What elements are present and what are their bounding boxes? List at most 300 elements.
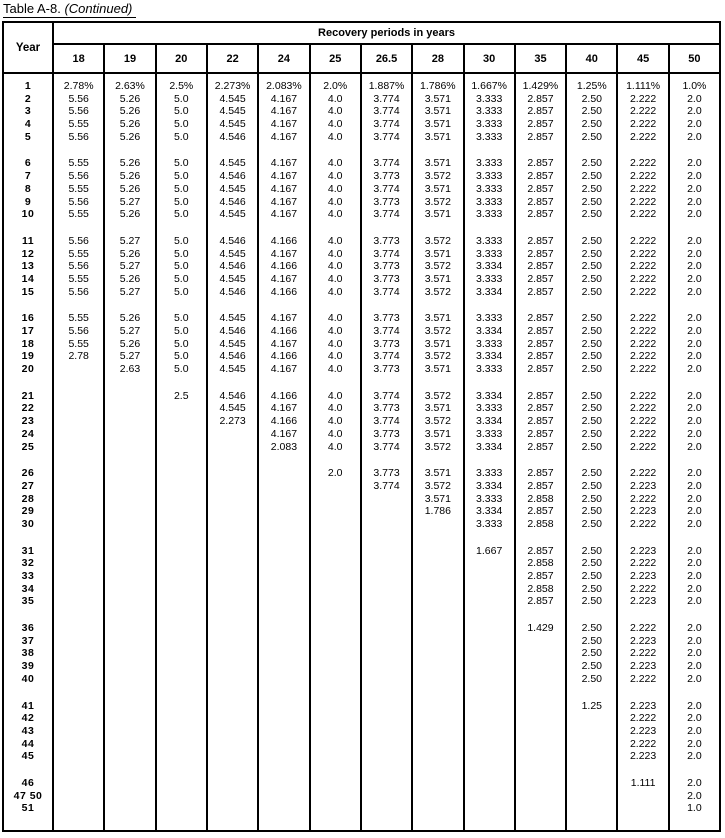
year-cell: 8: [4, 183, 54, 196]
value-cell: 2.50: [567, 545, 618, 558]
value-cell: [157, 453, 208, 467]
value-cell: 4.546: [208, 170, 259, 183]
value-cell: 2.222: [618, 338, 669, 351]
value-cell: 3.333: [465, 93, 516, 106]
value-cell: [208, 480, 259, 493]
value-cell: [618, 376, 669, 390]
value-cell: [465, 660, 516, 673]
value-cell: [413, 143, 464, 157]
value-cell: [208, 790, 259, 803]
value-cell: [311, 750, 362, 763]
year-cell: 17: [4, 325, 54, 338]
value-cell: [362, 557, 413, 570]
value-cell: 4.0: [311, 325, 362, 338]
value-cell: 2.858: [516, 583, 567, 596]
value-cell: [157, 221, 208, 235]
value-cell: 2.222: [618, 235, 669, 248]
value-cell: [362, 750, 413, 763]
year-cell: 32: [4, 557, 54, 570]
value-cell: 2.857: [516, 208, 567, 221]
value-cell: [259, 518, 310, 531]
value-cell: [311, 545, 362, 558]
value-cell: [157, 557, 208, 570]
value-cell: [105, 570, 156, 583]
year-cell: [4, 376, 54, 390]
value-cell: 2.50: [567, 93, 618, 106]
value-cell: 3.774: [362, 480, 413, 493]
value-cell: 2.857: [516, 248, 567, 261]
year-cell: 42: [4, 712, 54, 725]
value-cell: [362, 545, 413, 558]
period-column-header: 30: [465, 45, 516, 72]
value-cell: [157, 738, 208, 751]
value-cell: 2.63%: [105, 80, 156, 93]
year-cell: 47 50: [4, 790, 54, 803]
value-cell: 5.26: [105, 183, 156, 196]
value-cell: 1.429: [516, 622, 567, 635]
value-cell: 5.55: [54, 312, 105, 325]
value-cell: [311, 557, 362, 570]
value-cell: [362, 712, 413, 725]
table-row: [4, 595, 719, 608]
value-cell: [259, 635, 310, 648]
value-cell: 2.50: [567, 350, 618, 363]
value-cell: [54, 453, 105, 467]
value-cell: 1.667: [465, 545, 516, 558]
value-cell: [157, 467, 208, 480]
value-cell: 3.773: [362, 467, 413, 480]
value-cell: [105, 415, 156, 428]
value-cell: 4.167: [259, 105, 310, 118]
value-cell: 2.50: [567, 183, 618, 196]
value-cell: 2.0: [687, 544, 702, 557]
value-cell: [567, 298, 618, 312]
value-cell: 3.773: [362, 312, 413, 325]
value-cell: [567, 376, 618, 390]
value-cell: 4.546: [208, 350, 259, 363]
year-cell: 7: [4, 170, 54, 183]
value-cell: 2.222: [618, 441, 669, 454]
value-cell: 3.571: [413, 118, 464, 131]
value-cell: 2.222: [618, 208, 669, 221]
year-cell: 31: [4, 545, 54, 558]
value-cell: 3.334: [465, 260, 516, 273]
value-cell: [259, 802, 310, 815]
value-cell: 5.0: [157, 131, 208, 144]
table-row: [4, 325, 719, 338]
value-cell: [105, 608, 156, 622]
value-cell: 2.0: [687, 789, 702, 802]
value-cell: 2.222: [618, 557, 669, 570]
value-cell: 2.857: [516, 118, 567, 131]
value-cell: 2.857: [516, 402, 567, 415]
value-cell: [362, 815, 413, 830]
value-cell: [54, 673, 105, 686]
value-cell: 4.545: [208, 118, 259, 131]
value-cell: 2.0: [687, 285, 702, 298]
value-cell: [105, 557, 156, 570]
value-cell: 3.571: [413, 93, 464, 106]
value-cell: 4.546: [208, 196, 259, 209]
value-cell: [516, 763, 567, 777]
value-cell: 4.167: [259, 312, 310, 325]
value-cell: [259, 583, 310, 596]
value-cell: [413, 583, 464, 596]
period-column-header: 40: [567, 45, 618, 72]
value-cell: 3.334: [465, 415, 516, 428]
value-cell: [105, 700, 156, 713]
value-cell: 5.55: [54, 338, 105, 351]
value-cell: 5.26: [105, 273, 156, 286]
year-cell: [4, 221, 54, 235]
value-cell: [465, 583, 516, 596]
value-cell: 2.0: [687, 105, 702, 118]
value-cell: 2.0: [687, 260, 702, 273]
value-cell: 4.545: [208, 363, 259, 376]
value-cell: [54, 545, 105, 558]
value-cell: 3.571: [413, 183, 464, 196]
value-cell: [208, 376, 259, 390]
value-cell: 3.571: [413, 493, 464, 506]
value-cell: 5.55: [54, 183, 105, 196]
value-cell: [618, 802, 669, 815]
value-cell: 2.50: [567, 415, 618, 428]
group-gap-row: [4, 221, 719, 235]
value-cell: [54, 467, 105, 480]
value-cell: 4.167: [259, 402, 310, 415]
value-cell: 5.55: [54, 118, 105, 131]
value-cell: 3.333: [465, 338, 516, 351]
value-cell: [465, 376, 516, 390]
value-cell: 4.166: [259, 286, 310, 299]
value-cell: 2.222: [618, 402, 669, 415]
value-cell: 2.50: [567, 196, 618, 209]
value-cell: 5.56: [54, 235, 105, 248]
year-cell: [4, 143, 54, 157]
group-gap-row: [4, 531, 719, 545]
value-cell: 2.083%: [259, 80, 310, 93]
value-cell: [362, 505, 413, 518]
value-cell: 2.222: [618, 493, 669, 506]
value-cell: [157, 622, 208, 635]
value-cell: 4.545: [208, 248, 259, 261]
value-cell: [259, 595, 310, 608]
value-cell: 2.857: [516, 93, 567, 106]
period-column-header: 20: [157, 45, 208, 72]
value-cell: [54, 583, 105, 596]
value-cell: 4.167: [259, 196, 310, 209]
value-cell: [105, 738, 156, 751]
value-cell: 2.0: [687, 157, 702, 170]
table-row: [4, 80, 719, 93]
value-cell: [465, 531, 516, 545]
value-cell: 4.0: [311, 183, 362, 196]
year-cell: 29: [4, 505, 54, 518]
value-cell: 3.774: [362, 441, 413, 454]
value-cell: [516, 298, 567, 312]
value-cell: 5.56: [54, 260, 105, 273]
value-cell: [259, 557, 310, 570]
value-cell: 5.0: [157, 273, 208, 286]
value-cell: [413, 815, 464, 830]
value-cell: 2.858: [516, 557, 567, 570]
value-cell: [362, 763, 413, 777]
value-cell: 3.571: [413, 208, 464, 221]
table-title-continued: (Continued): [64, 1, 133, 16]
year-column-header: Year: [4, 23, 54, 72]
value-cell: [465, 647, 516, 660]
value-cell: 4.167: [259, 208, 310, 221]
value-cell: 2.0: [687, 505, 702, 518]
period-column-header: 24: [259, 45, 310, 72]
value-cell: [567, 221, 618, 235]
value-cell: 5.0: [157, 170, 208, 183]
value-cell: 2.857: [516, 273, 567, 286]
value-cell: [54, 738, 105, 751]
value-cell: [516, 815, 567, 830]
value-cell: 3.333: [465, 312, 516, 325]
value-cell: 2.50: [567, 673, 618, 686]
value-cell: 2.222: [618, 325, 669, 338]
value-cell: 4.166: [259, 350, 310, 363]
value-cell: 3.333: [465, 518, 516, 531]
value-cell: [413, 570, 464, 583]
value-cell: 2.223: [618, 570, 669, 583]
value-cell: [413, 712, 464, 725]
value-cell: [362, 143, 413, 157]
value-cell: 2.0: [687, 312, 702, 325]
value-cell: 5.27: [105, 196, 156, 209]
value-cell: [618, 453, 669, 467]
value-cell: 5.0: [157, 338, 208, 351]
value-cell: [567, 738, 618, 751]
value-cell: [362, 570, 413, 583]
value-cell: [567, 712, 618, 725]
year-cell: [4, 608, 54, 622]
value-cell: [157, 428, 208, 441]
value-cell: [157, 712, 208, 725]
value-cell: [311, 376, 362, 390]
table-row: [4, 402, 719, 415]
value-cell: 3.333: [465, 467, 516, 480]
value-cell: 2.857: [516, 570, 567, 583]
value-cell: 4.545: [208, 183, 259, 196]
value-cell: [413, 453, 464, 467]
table-row: [4, 583, 719, 596]
value-cell: 3.571: [413, 248, 464, 261]
value-cell: [105, 686, 156, 700]
year-cell: 30: [4, 518, 54, 531]
year-cell: [4, 763, 54, 777]
value-cell: [54, 518, 105, 531]
value-cell: 2.858: [516, 518, 567, 531]
value-cell: 2.0: [687, 595, 702, 608]
value-cell: [465, 763, 516, 777]
table-row: [4, 248, 719, 261]
value-cell: [413, 673, 464, 686]
value-cell: [208, 622, 259, 635]
value-cell: [208, 635, 259, 648]
value-cell: [413, 608, 464, 622]
value-cell: 2.222: [618, 248, 669, 261]
year-cell: [4, 815, 54, 830]
year-cell: [4, 298, 54, 312]
value-cell: 5.26: [105, 131, 156, 144]
value-cell: 2.0: [687, 492, 702, 505]
year-cell: 23: [4, 415, 54, 428]
value-cell: 2.0: [687, 724, 702, 737]
year-cell: 27: [4, 480, 54, 493]
value-cell: 1.25%: [567, 80, 618, 93]
table-row: [4, 777, 719, 790]
value-cell: [465, 673, 516, 686]
value-cell: 2.50: [567, 647, 618, 660]
value-cell: 2.50: [567, 441, 618, 454]
value-cell: 3.333: [465, 170, 516, 183]
value-cell: [465, 557, 516, 570]
value-cell: 3.572: [413, 390, 464, 403]
header-right: [54, 23, 719, 72]
table-row: [4, 622, 719, 635]
value-cell: 5.0: [157, 350, 208, 363]
value-cell: 5.56: [54, 196, 105, 209]
value-cell: [259, 480, 310, 493]
value-cell: [54, 557, 105, 570]
value-cell: 2.50: [567, 105, 618, 118]
value-cell: [105, 376, 156, 390]
value-cell: [413, 622, 464, 635]
value-cell: 2.857: [516, 183, 567, 196]
value-cell: 3.773: [362, 196, 413, 209]
value-cell: [362, 725, 413, 738]
table-row: [4, 157, 719, 170]
value-cell: [516, 673, 567, 686]
value-cell: 4.546: [208, 260, 259, 273]
value-cell: [362, 777, 413, 790]
value-cell: 3.774: [362, 286, 413, 299]
value-cell: 3.571: [413, 157, 464, 170]
table-row: [4, 493, 719, 506]
value-cell: 5.0: [157, 105, 208, 118]
value-cell: [670, 453, 719, 467]
year-cell: 36: [4, 622, 54, 635]
value-cell: [259, 660, 310, 673]
value-cell: [157, 763, 208, 777]
value-cell: 5.26: [105, 208, 156, 221]
value-cell: [157, 505, 208, 518]
value-cell: [311, 622, 362, 635]
value-cell: 4.0: [311, 93, 362, 106]
value-cell: [259, 700, 310, 713]
value-cell: [311, 647, 362, 660]
value-cell: [516, 686, 567, 700]
value-cell: 1.111%: [618, 80, 669, 93]
value-cell: 5.27: [105, 260, 156, 273]
value-cell: [208, 660, 259, 673]
value-cell: 2.0: [687, 557, 702, 570]
value-cell: [208, 725, 259, 738]
value-cell: [208, 712, 259, 725]
value-cell: [105, 595, 156, 608]
value-cell: 2.50: [567, 622, 618, 635]
value-cell: 4.167: [259, 131, 310, 144]
value-cell: 5.0: [157, 208, 208, 221]
value-cell: 4.167: [259, 363, 310, 376]
value-cell: 5.26: [105, 170, 156, 183]
value-cell: [413, 518, 464, 531]
value-cell: 1.887%: [362, 80, 413, 93]
value-cell: [567, 763, 618, 777]
value-cell: 2.50: [567, 595, 618, 608]
value-cell: 4.0: [311, 196, 362, 209]
value-cell: [413, 802, 464, 815]
value-cell: 2.857: [516, 350, 567, 363]
value-cell: 4.545: [208, 338, 259, 351]
value-cell: 2.0: [687, 672, 702, 685]
value-cell: [311, 583, 362, 596]
value-cell: 2.857: [516, 131, 567, 144]
value-cell: 4.0: [311, 248, 362, 261]
value-cell: 3.572: [413, 441, 464, 454]
value-cell: 4.0: [311, 441, 362, 454]
value-cell: [259, 505, 310, 518]
value-cell: [413, 531, 464, 545]
value-cell: 2.0: [687, 776, 702, 789]
period-column-header: 28: [413, 45, 464, 72]
value-cell: 2.083: [259, 441, 310, 454]
value-cell: 3.773: [362, 260, 413, 273]
value-cell: [105, 622, 156, 635]
year-cell: 19: [4, 350, 54, 363]
table-title: [3, 1, 136, 18]
value-cell: 2.50: [567, 505, 618, 518]
value-cell: 2.0: [687, 234, 702, 247]
value-cell: 3.333: [465, 428, 516, 441]
value-cell: [259, 570, 310, 583]
value-cell: [413, 750, 464, 763]
value-cell: [54, 505, 105, 518]
value-cell: [157, 570, 208, 583]
value-cell: [311, 686, 362, 700]
period-column-header: 19: [105, 45, 156, 72]
value-cell: [465, 725, 516, 738]
value-cell: 2.222: [618, 196, 669, 209]
year-cell: 38: [4, 647, 54, 660]
value-cell: [54, 221, 105, 235]
value-cell: 3.333: [465, 208, 516, 221]
value-cell: 2.50: [567, 390, 618, 403]
table-row: [4, 635, 719, 648]
value-cell: 2.0: [687, 118, 702, 131]
value-cell: [311, 673, 362, 686]
value-cell: [567, 815, 618, 830]
value-cell: 5.26: [105, 118, 156, 131]
year-cell: [4, 686, 54, 700]
value-cell: [105, 725, 156, 738]
value-cell: [157, 686, 208, 700]
value-cell: 3.773: [362, 338, 413, 351]
value-cell: [567, 143, 618, 157]
value-cell: 4.545: [208, 157, 259, 170]
value-cell: 4.0: [311, 235, 362, 248]
value-cell: 2.0: [687, 389, 702, 402]
period-column-header: 45: [618, 45, 669, 72]
value-cell: 5.27: [105, 350, 156, 363]
value-cell: [208, 583, 259, 596]
value-cell: 1.0%: [682, 80, 707, 92]
year-cell: 33: [4, 570, 54, 583]
value-cell: [54, 493, 105, 506]
